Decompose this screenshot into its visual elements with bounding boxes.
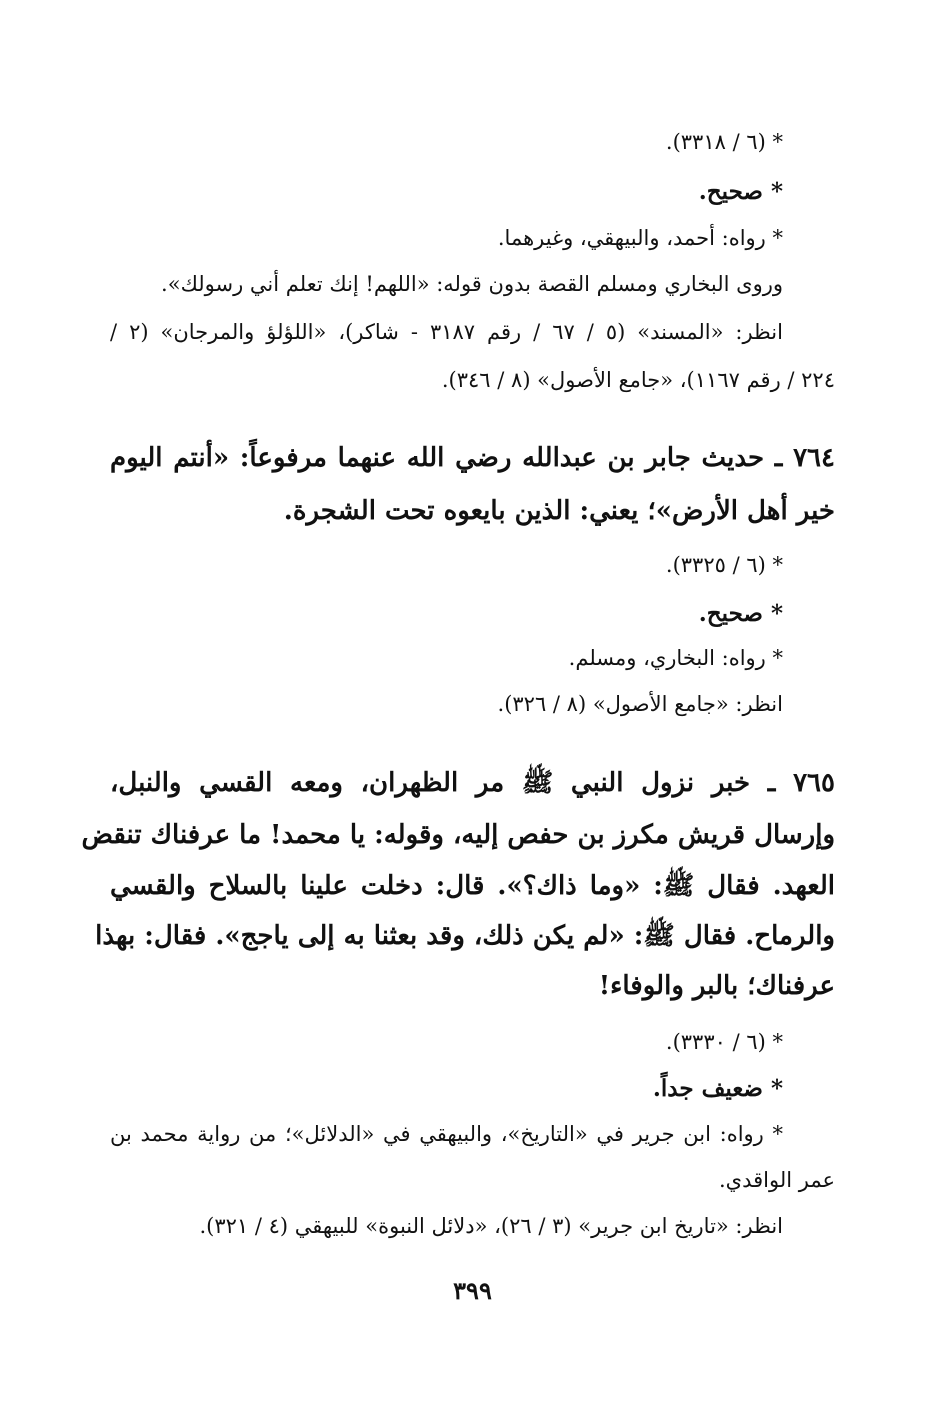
sources-line: انظر: «تاريخ ابن جرير» (٣ / ٢٦)، «دلائل النبوة» للبيهقي (٤ / ٣٢١). — [199, 1214, 783, 1238]
hadith-765-heading-line-3: العهد. فقال ﷺ: «وما ذاك؟». قال: دخلت علينا بالسلاح والقسي — [110, 871, 835, 901]
book-page — [81, 0, 835, 1401]
hadith-764-heading-line-2: خير أهل الأرض»؛ يعني: الذين بايعوه تحت الشجرة. — [283, 496, 835, 526]
grade-line: * صحيح. — [698, 600, 783, 627]
hadith-765-heading-line-5: عرفناك؛ بالبر والوفاء! — [598, 971, 835, 1001]
hadith-765-heading-line-4: والرماح. فقال ﷺ: «لم يكن ذلك، وقد بعثنا به إلى ياجج». فقال: بهذا — [95, 921, 835, 951]
sources-line-continued: ٢٢٤ / رقم ١١٦٧)، «جامع الأصول» (٨ / ٣٤٦). — [441, 368, 835, 392]
narrators-line-continued: عمر الواقدي. — [718, 1168, 835, 1192]
grade-line: * ضعيف جداً. — [652, 1075, 783, 1102]
sources-line: انظر: «جامع الأصول» (٨ / ٣٢٦). — [497, 692, 783, 716]
hadith-765-heading-line-2: وإرسال قريش مكرز بن حفص إليه، وقوله: يا محمد! ما عرفناك تنقض — [81, 820, 835, 850]
narrators-line: * رواه: أحمد، والبيهقي، وغيرهما. — [497, 226, 783, 250]
narrators-line: * رواه: ابن جرير في «التاريخ»، والبيهقي في «الدلائل»؛ من رواية محمد بن — [110, 1122, 783, 1146]
reference-line: * (٦ / ٣٣٢٥). — [665, 553, 783, 577]
hadith-765-heading-line-1: ٧٦٥ ـ خبر نزول النبي ﷺ مر الظهران، ومعه القسي والنبل، — [110, 768, 835, 798]
reference-line: * (٦ / ٣٣٣٠). — [665, 1030, 783, 1054]
sources-line: انظر: «المسند» (٥ / ٦٧ / رقم ٣١٨٧ - شاكر)، «اللؤلؤ والمرجان» (٢ / — [110, 320, 783, 344]
grade-line: * صحيح. — [698, 178, 783, 205]
note-line: وروى البخاري ومسلم القصة بدون قوله: «اللهم! إنك تعلم أني رسولك». — [161, 272, 783, 296]
hadith-764-heading-line-1: ٧٦٤ ـ حديث جابر بن عبدالله رضي الله عنهما مرفوعاً: «أنتم اليوم — [110, 443, 835, 473]
page-number: ٣٩٩ — [453, 1276, 492, 1305]
narrators-line: * رواه: البخاري، ومسلم. — [568, 646, 783, 670]
reference-line: * (٦ / ٣٣١٨). — [665, 130, 783, 154]
